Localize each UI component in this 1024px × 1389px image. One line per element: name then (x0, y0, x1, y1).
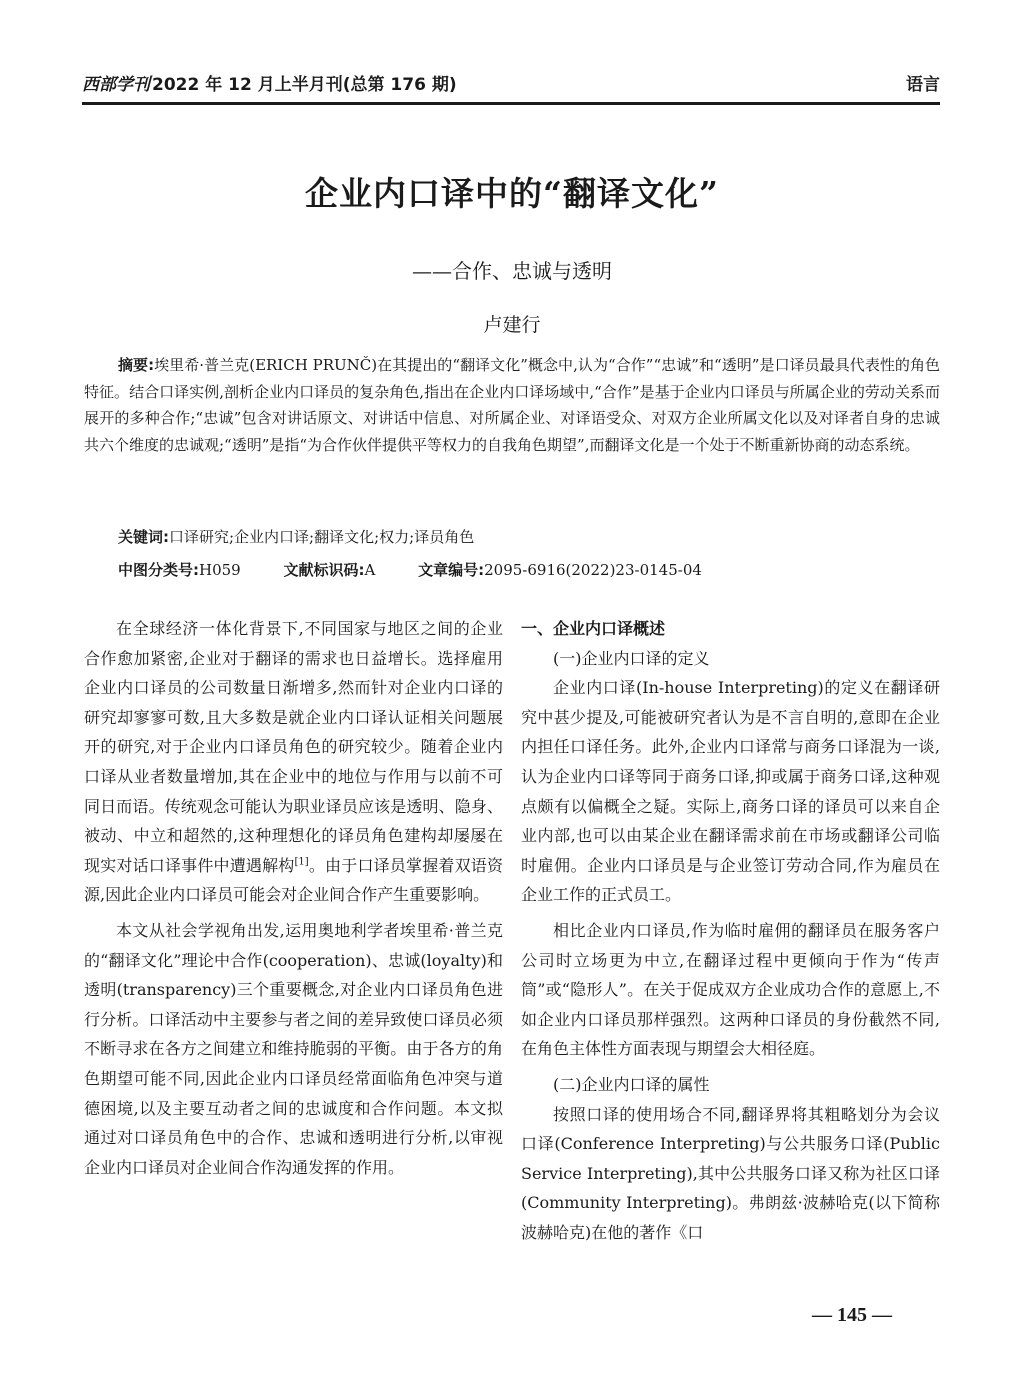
doc-code-value: A (364, 561, 376, 579)
body-right-column (521, 614, 940, 1253)
clc-label: 中图分类号: (118, 561, 199, 579)
paragraph: 按照口译的使用场合不同,翻译界将其粗略划分为会议口译(Conference Interpreting)与公共服务口译(Public Service Interpreting),其中公共服务口译又称为社区口译(Community Interpreting)。弗朗兹·波赫哈克(以下简称波赫哈克)在他的著作《口 (521, 1104, 940, 1242)
doc-code-label: 文献标识码: (283, 561, 365, 579)
keywords-text: 口译研究;企业内口译;翻译文化;权力;译员角色 (169, 528, 475, 546)
journal-logo: 西部学刊 (82, 75, 150, 95)
journal-issue (82, 70, 457, 95)
citation-ref: [1] (294, 856, 309, 868)
article-title: 企业内口译中的“翻译文化” (305, 174, 719, 213)
abstract (84, 352, 940, 458)
clc-value: H059 (199, 561, 241, 579)
subsection-heading: (二)企业内口译的属性 (553, 1074, 710, 1094)
page-number: — 145 — (812, 1304, 892, 1326)
running-header (82, 70, 940, 100)
paragraph: 本文从社会学视角出发,运用奥地利学者埃里希·普兰克的“翻译文化”理论中合作(cooperation)、忠诚(loyalty)和透明(transparency)三个重要概念,对企业内口译员角色进行分析。口译活动中主要参与者之间的差异致使口译员必须不断寻求在各方之间建立和维持脆弱的平衡。由于各方的角色期望可能不同,因此企业内口译员经常面临角色冲突与道德困境,以及主要互动者之间的忠诚度和合作问题。本文拟通过对口译员角色中的合作、忠诚和透明进行分析,以审视企业内口译员对企业间合作沟通发挥的作用。 (84, 920, 503, 1177)
issue-text: 2022 年 12 月上半月刊(总第 176 期) (152, 75, 457, 95)
author-name: 卢建行 (483, 314, 541, 336)
section-heading: 一、企业内口译概述 (521, 619, 666, 638)
abstract-text: 埃里希·普兰克(ERICH PRUNČ)在其提出的“翻译文化”概念中,认为“合作”“忠诚”和“透明”是口译员最具代表性的角色特征。结合口译实例,剖析企业内口译员的复杂角色,指出在企业内口译场域中,“合作”是基于企业内口译员与所属企业的劳动关系而展开的多种合作;“忠诚”包含对讲话原文、对讲话中信息、对所属企业、对译语受众、对双方企业所属文化以及对译者自身的忠诚共六个维度的忠诚观;“透明”是指“为合作伙伴提供平等权力的自我角色期望”,而翻译文化是一个处于不断重新协商的动态系统。 (84, 356, 941, 454)
article-number-label: 文章编号: (418, 561, 485, 579)
paragraph: 在全球经济一体化背景下,不同国家与地区之间的企业合作愈加紧密,企业对于翻译的需求也日益增长。选择雇用企业内口译员的公司数量日渐增多,然而针对企业内口译的研究却寥寥可数,且大多数是就企业内口译认证相关问题展开的研究,对于企业内口译员角色的研究较少。随着企业内口译从业者数量增加,其在企业中的地位与作用与以前不可同日而语。传统观念可能认为职业译员应该是透明、隐身、被动、中立和超然的,这种理想化的译员角色建构却屡屡在现实对话口译事件中遭遇解构[1]。由于口译员掌握着双语资源,因此企业内口译员可能会对企业间合作产生重要影响。 (84, 619, 503, 905)
keywords (118, 526, 938, 547)
paragraph: 相比企业内口译员,作为临时雇佣的翻译员在服务客户公司时立场更为中立,在翻译过程中更倾向于作为“传声筒”或“隐形人”。在关于促成双方企业成功合作的意愿上,不如企业内口译员那样强烈。这两种口译员的身份截然不同,在角色主体性方面表现与期望会大相径庭。 (521, 920, 940, 1059)
subsection-heading: (一)企业内口译的定义 (553, 648, 710, 668)
header-divider (82, 102, 940, 105)
article-metadata (118, 559, 938, 580)
body-left-column (84, 614, 503, 1188)
keywords-label: 关键词: (118, 528, 169, 546)
paragraph: 企业内口译(In-house Interpreting)的定义在翻译研究中甚少提及,可能被研究者认为是不言自明的,意即在企业内担任口译任务。此外,企业内口译常与商务口译混为一谈,认为企业内口译等同于商务口译,抑或属于商务口译,这种观点颇有以偏概全之疑。实际上,商务口译的译员可以来自企业内部,也可以由某企业在翻译需求前在市场或翻译公司临时雇佣。企业内口译员是与企业签订劳动合同,作为雇员在企业工作的正式员工。 (521, 678, 940, 905)
abstract-label: 摘要: (118, 356, 155, 374)
article-subtitle: ——合作、忠诚与透明 (412, 259, 612, 283)
section-label: 语言 (906, 75, 940, 95)
article-number-value: 2095-6916(2022)23-0145-04 (484, 561, 702, 579)
